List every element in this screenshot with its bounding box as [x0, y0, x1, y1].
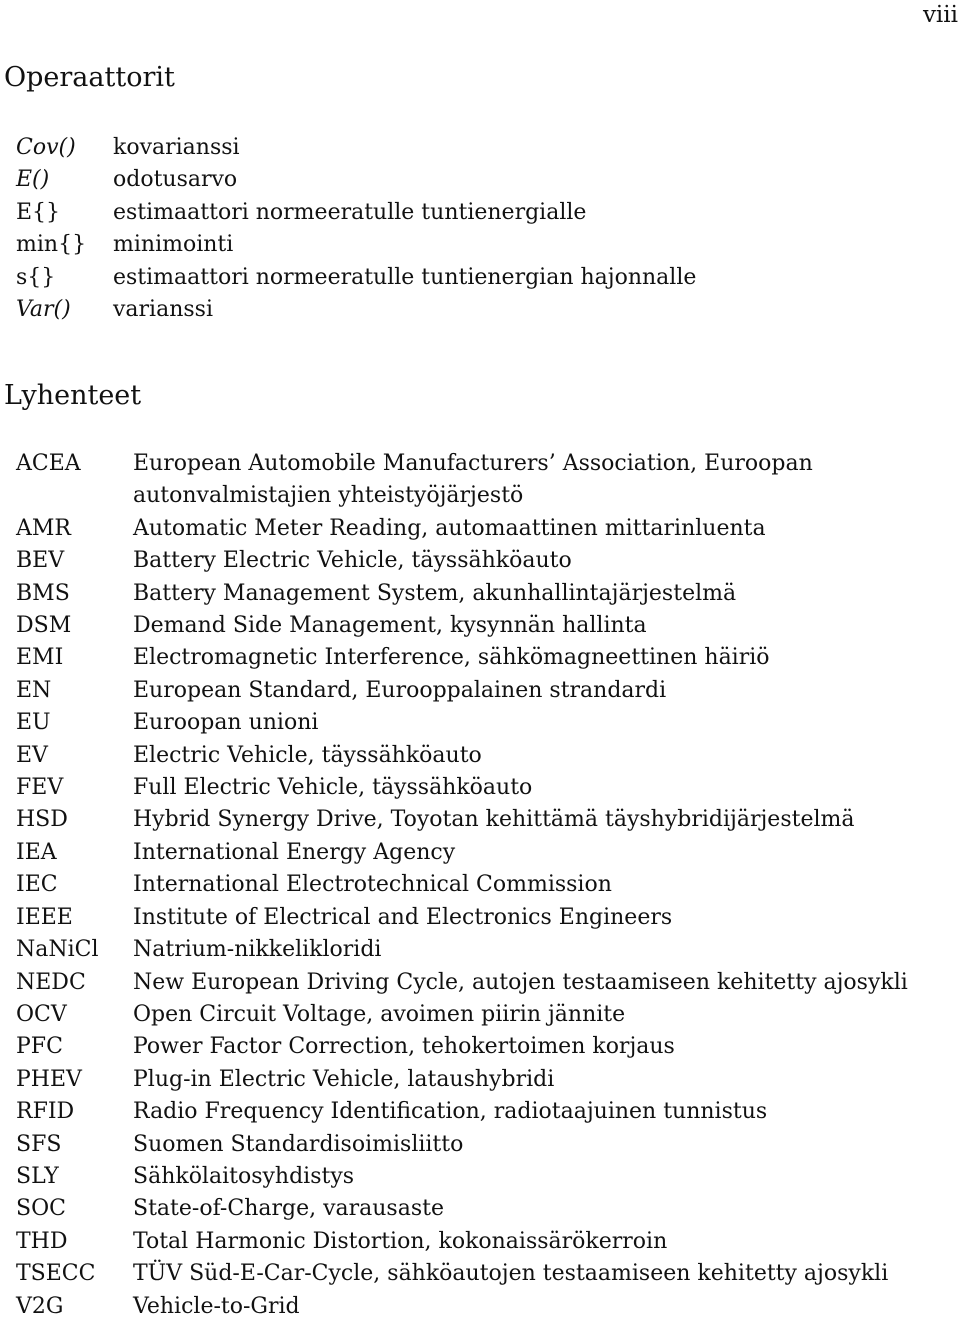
operator-row — [16, 229, 916, 261]
term: TSECC — [16, 1261, 96, 1287]
definition: Electric Vehicle, täyssähköauto — [133, 742, 482, 768]
abbreviation-row — [16, 740, 946, 772]
operators-list — [16, 132, 916, 326]
term: EMI — [16, 645, 64, 671]
abbreviation-row — [16, 869, 946, 901]
definition: Full Electric Vehicle, täyssähköauto — [133, 775, 533, 801]
definition: Battery Management System, akunhallintajärjestelmä — [133, 580, 737, 606]
abbreviation-row — [16, 804, 946, 836]
abbreviation-row — [16, 967, 946, 999]
abbreviation-row — [16, 1129, 946, 1161]
term: NaNiCl — [16, 937, 99, 963]
term: min{} — [16, 232, 87, 258]
term: E{} — [16, 199, 61, 225]
abbreviation-row — [16, 1193, 946, 1225]
definition: Automatic Meter Reading, automaattinen mittarinluenta — [133, 515, 766, 541]
abbreviation-row — [16, 513, 946, 545]
term: IEC — [16, 872, 58, 898]
term: AMR — [16, 515, 71, 541]
abbreviation-row — [16, 1064, 946, 1096]
term: Cov() — [16, 135, 76, 160]
definition: European Automobile Manufacturers’ Association, Euroopan autonvalmistajien yhteistyöjärjestö — [133, 451, 813, 509]
abbreviation-row — [16, 999, 946, 1031]
abbreviation-row — [16, 1096, 946, 1128]
operator-row — [16, 164, 916, 196]
term: E() — [16, 167, 50, 193]
definition: State-of-Charge, varausaste — [133, 1196, 444, 1222]
definition: Power Factor Correction, tehokertoimen korjaus — [133, 1034, 675, 1060]
definition: Plug-in Electric Vehicle, lataushybridi — [133, 1066, 555, 1092]
term: DSM — [16, 613, 72, 639]
definition: estimaattori normeeratulle tuntienergian hajonnalle — [113, 264, 697, 290]
abbreviation-row — [16, 642, 946, 674]
definition: Electromagnetic Interference, sähkömagneettinen häiriö — [133, 645, 770, 671]
term: OCV — [16, 1001, 67, 1027]
term: Var() — [16, 297, 71, 323]
section-title-operators: Operaattorit — [4, 62, 175, 93]
definition: New European Driving Cycle, autojen testaamiseen kehitetty ajosykli — [133, 969, 908, 995]
operator-row — [16, 132, 916, 164]
definition: Institute of Electrical and Electronics Engineers — [133, 904, 673, 930]
definition: Euroopan unioni — [133, 710, 319, 736]
operator-row — [16, 294, 916, 326]
definition: International Electrotechnical Commission — [133, 872, 612, 898]
term: BEV — [16, 548, 65, 574]
term: IEEE — [16, 904, 73, 930]
definition: Open Circuit Voltage, avoimen piirin jännite — [133, 1001, 626, 1027]
abbreviation-row — [16, 1291, 946, 1323]
abbreviation-row — [16, 1258, 946, 1290]
definition: varianssi — [113, 297, 213, 323]
term: HSD — [16, 807, 68, 833]
definition: Total Harmonic Distortion, kokonaissärökerroin — [133, 1228, 668, 1254]
operator-row — [16, 262, 916, 294]
term: PHEV — [16, 1066, 82, 1092]
abbreviation-row — [16, 1031, 946, 1063]
definition: Suomen Standardisoimisliitto — [133, 1131, 464, 1157]
term: RFID — [16, 1099, 75, 1125]
section-title-abbreviations: Lyhenteet — [4, 380, 142, 411]
definition: odotusarvo — [113, 167, 238, 193]
abbreviation-row — [16, 448, 946, 513]
term: ACEA — [16, 451, 81, 476]
term: BMS — [16, 580, 70, 606]
term: SOC — [16, 1196, 66, 1222]
definition: Sähkölaitosyhdistys — [133, 1163, 355, 1189]
definition: kovarianssi — [113, 135, 240, 160]
abbreviation-row — [16, 707, 946, 739]
term: s{} — [16, 264, 56, 290]
definition: International Energy Agency — [133, 839, 456, 865]
definition: estimaattori normeeratulle tuntienergialle — [113, 199, 587, 225]
term: V2G — [16, 1293, 64, 1319]
definition: Hybrid Synergy Drive, Toyotan kehittämä täyshybridijärjestelmä — [133, 807, 855, 833]
definition: European Standard, Eurooppalainen strandardi — [133, 677, 667, 703]
term: IEA — [16, 839, 57, 865]
definition: TÜV Süd-E-Car-Cycle, sähköautojen testaamiseen kehitetty ajosykli — [133, 1261, 889, 1287]
abbreviation-row — [16, 675, 946, 707]
abbreviation-row — [16, 1161, 946, 1193]
term: EV — [16, 742, 48, 768]
abbreviation-row — [16, 934, 946, 966]
abbreviation-row — [16, 578, 946, 610]
term: FEV — [16, 775, 64, 801]
page-number: viii — [922, 2, 958, 28]
term: EU — [16, 710, 51, 736]
term: SLY — [16, 1163, 59, 1189]
abbreviations-list — [16, 448, 946, 1323]
term: SFS — [16, 1131, 62, 1157]
abbreviation-row — [16, 545, 946, 577]
term: THD — [16, 1228, 68, 1254]
definition: Natrium-nikkelikloridi — [133, 937, 382, 963]
term: EN — [16, 677, 52, 703]
abbreviation-row — [16, 610, 946, 642]
term: NEDC — [16, 969, 86, 995]
abbreviation-row — [16, 1226, 946, 1258]
abbreviation-row — [16, 772, 946, 804]
definition: Demand Side Management, kysynnän hallinta — [133, 613, 647, 639]
operator-row — [16, 197, 916, 229]
abbreviation-row — [16, 902, 946, 934]
term: PFC — [16, 1034, 63, 1060]
definition: minimointi — [113, 232, 234, 258]
definition: Radio Frequency Identification, radiotaajuinen tunnistus — [133, 1099, 768, 1125]
definition: Battery Electric Vehicle, täyssähköauto — [133, 548, 572, 574]
abbreviation-row — [16, 837, 946, 869]
definition: Vehicle-to-Grid — [133, 1293, 300, 1319]
